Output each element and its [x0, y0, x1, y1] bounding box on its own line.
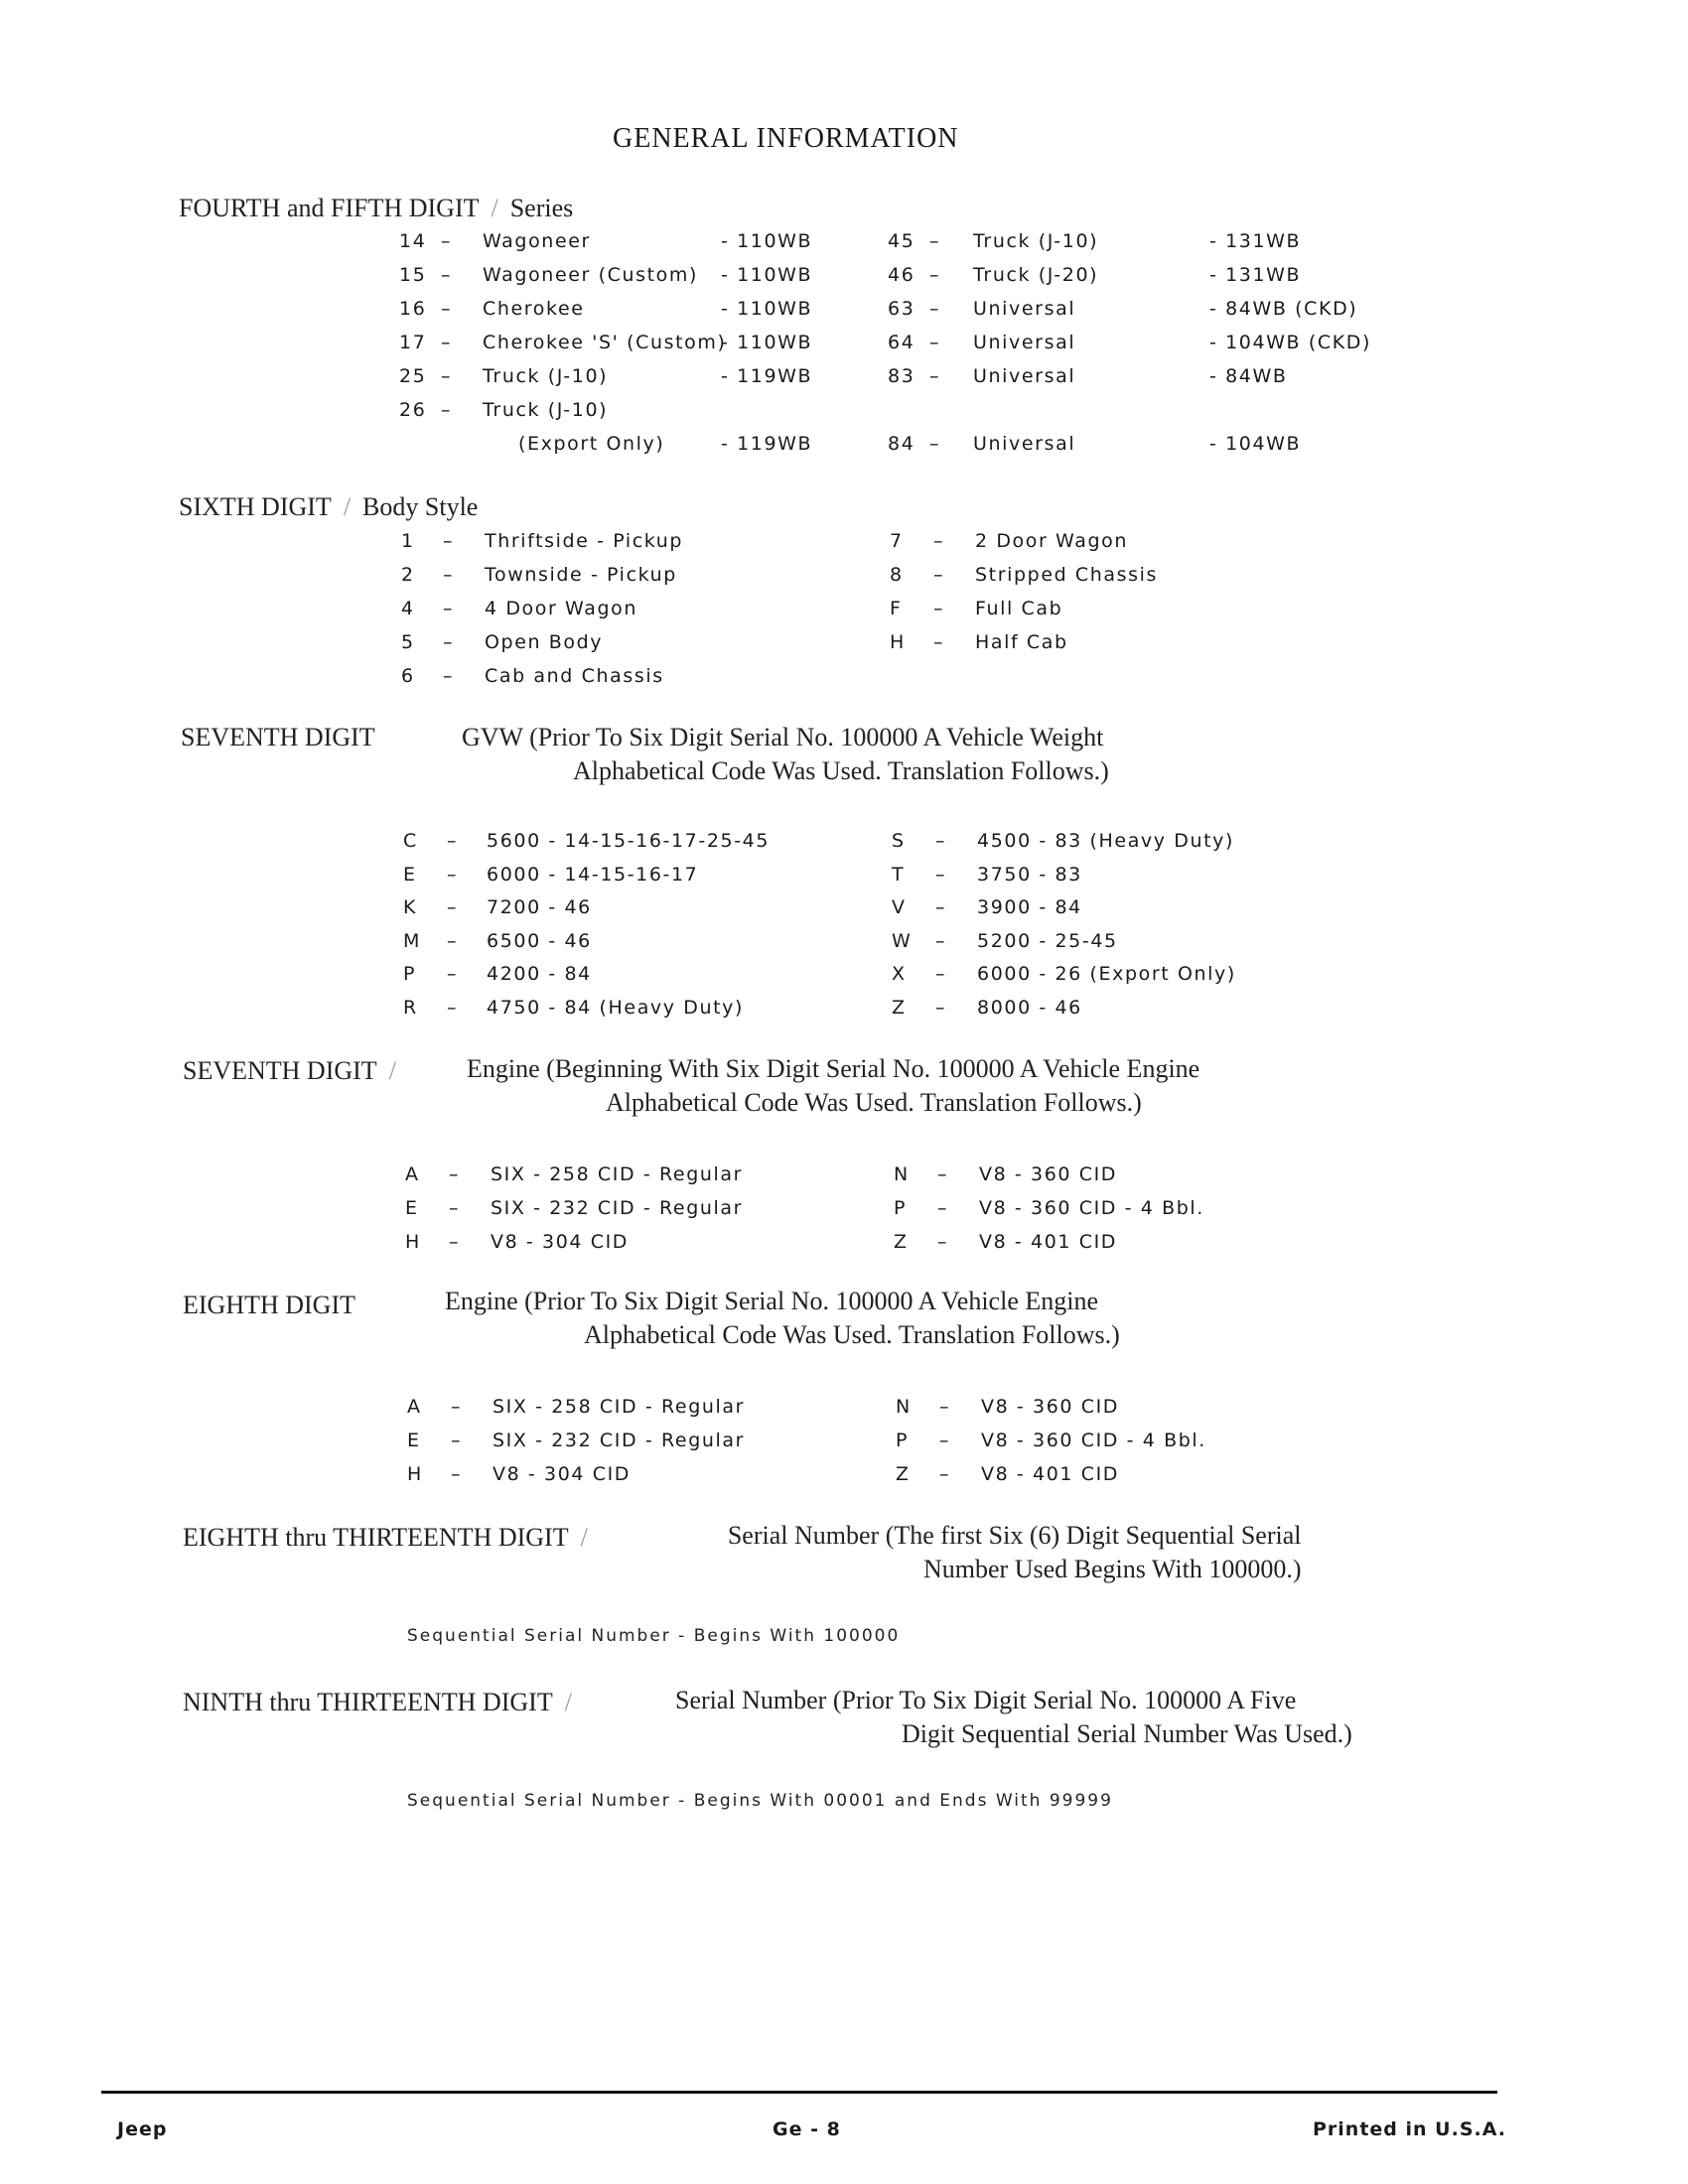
gvw-left-code: R — [403, 996, 418, 1019]
gvw-left-dash: – — [447, 929, 459, 952]
engine7-right-name: V8 - 401 CID — [979, 1231, 1118, 1253]
body-left-dash: – — [443, 631, 455, 653]
engine7-left-name: V8 - 304 CID — [491, 1231, 630, 1253]
series-left-code: 16 — [399, 298, 427, 320]
body-right-name: 2 Door Wagon — [975, 530, 1128, 552]
serial6-note: Sequential Serial Number - Begins With 100000 — [407, 1626, 901, 1646]
engine7-left-code: A — [405, 1163, 420, 1185]
body-left-code: 2 — [401, 564, 415, 586]
engine7-desc-line2: Alphabetical Code Was Used. Translation Follows.) — [606, 1088, 1142, 1117]
series-left-code: 26 — [399, 399, 427, 421]
series-left-dash: – — [441, 264, 453, 286]
series-subject: Series — [509, 194, 574, 222]
engine8-left-code: A — [407, 1396, 422, 1418]
serial5-desc-line2: Digit Sequential Serial Number Was Used.) — [902, 1719, 1352, 1748]
body-right-code: H — [890, 631, 906, 653]
gvw-left-code: M — [403, 929, 421, 952]
series-right-dash: – — [929, 298, 941, 320]
series-left-name: Wagoneer — [483, 230, 591, 252]
serial6-heading-label: EIGHTH thru THIRTEENTH DIGIT — [183, 1523, 569, 1552]
engine8-desc-line1: Engine (Prior To Six Digit Serial No. 100000 A Vehicle Engine — [445, 1287, 1098, 1315]
series-heading: FOURTH and FIFTH DIGIT / Series — [179, 194, 574, 222]
engine7-right-dash: – — [937, 1163, 949, 1185]
series-left-name: Wagoneer (Custom) — [483, 264, 698, 286]
engine8-right-dash: – — [939, 1396, 951, 1418]
engine7-description — [467, 1052, 1199, 1120]
gvw-right-name: 3900 - 84 — [977, 896, 1082, 918]
body-right-code: F — [890, 598, 903, 619]
series-right-spec: - 104WB — [1209, 433, 1302, 455]
gvw-right-name: 5200 - 25-45 — [977, 929, 1118, 952]
body-right-dash: – — [933, 631, 945, 653]
gvw-heading: SEVENTH DIGIT — [181, 723, 375, 751]
series-right-spec: - 104WB (CKD) — [1209, 332, 1372, 353]
serial5-description — [675, 1684, 1352, 1751]
engine7-desc-line1: Engine (Beginning With Six Digit Serial No. 100000 A Vehicle Engine — [467, 1054, 1200, 1083]
gvw-left-code: K — [403, 896, 418, 918]
footer-rule — [101, 2091, 1497, 2094]
body-right-dash: – — [933, 564, 945, 586]
engine7-right-name: V8 - 360 CID — [979, 1163, 1118, 1185]
engine7-right-name: V8 - 360 CID - 4 Bbl. — [979, 1197, 1204, 1219]
gvw-right-dash: – — [935, 929, 947, 952]
gvw-right-code: S — [892, 830, 906, 852]
series-right-dash: – — [929, 230, 941, 252]
footer-printed: Printed in U.S.A. — [1313, 2118, 1506, 2140]
series-left-code: 14 — [399, 230, 427, 252]
gvw-right-name: 8000 - 46 — [977, 996, 1082, 1019]
gvw-right-name: 3750 - 83 — [977, 863, 1082, 886]
engine7-left-dash: – — [449, 1197, 461, 1219]
body-left-code: 4 — [401, 598, 415, 619]
gvw-left-dash: – — [447, 863, 459, 886]
engine8-left-dash: – — [451, 1463, 463, 1485]
gvw-right-dash: – — [935, 896, 947, 918]
gvw-left-dash: – — [447, 830, 459, 852]
gvw-left-name: 6500 - 46 — [487, 929, 592, 952]
series-right-dash: – — [929, 365, 941, 387]
engine8-left-name: SIX - 232 CID - Regular — [492, 1430, 746, 1451]
series-right-code: 84 — [888, 433, 915, 455]
body-left-code: 5 — [401, 631, 415, 653]
series-left-dash: – — [441, 332, 453, 353]
engine8-left-code: H — [407, 1463, 423, 1485]
gvw-left-name: 4750 - 84 (Heavy Duty) — [487, 996, 745, 1019]
gvw-right-dash: – — [935, 863, 947, 886]
gvw-desc-line1: GVW (Prior To Six Digit Serial No. 100000 A Vehicle Weight — [462, 723, 1104, 751]
series-right-name: Truck (J-20) — [973, 264, 1099, 286]
gvw-left-code: P — [403, 963, 417, 985]
series-left-name: Truck (J-10) — [483, 365, 609, 387]
engine8-left-dash: – — [451, 1396, 463, 1418]
gvw-right-dash: – — [935, 963, 947, 985]
engine8-right-code: N — [896, 1396, 912, 1418]
series-right-code: 63 — [888, 298, 915, 320]
engine7-right-code: P — [894, 1197, 908, 1219]
gvw-left-dash: – — [447, 896, 459, 918]
engine8-right-name: V8 - 360 CID — [981, 1396, 1120, 1418]
series-left-spec: - 110WB — [721, 298, 813, 320]
body-left-name: Cab and Chassis — [485, 665, 664, 687]
body-left-code: 6 — [401, 665, 415, 687]
body-left-dash: – — [443, 598, 455, 619]
engine7-left-name: SIX - 232 CID - Regular — [491, 1197, 744, 1219]
gvw-left-name: 5600 - 14-15-16-17-25-45 — [487, 830, 771, 852]
footer-brand: Jeep — [117, 2118, 168, 2140]
series-left-dash: – — [441, 298, 453, 320]
body-left-name: Thriftside - Pickup — [485, 530, 684, 552]
series-right-code: 46 — [888, 264, 915, 286]
series-right-spec: - 84WB (CKD) — [1209, 298, 1358, 320]
gvw-right-code: T — [892, 863, 906, 886]
engine7-left-code: H — [405, 1231, 421, 1253]
series-right-code: 83 — [888, 365, 915, 387]
engine7-left-dash: – — [449, 1231, 461, 1253]
series-left-spec: - 110WB — [721, 332, 813, 353]
gvw-left-dash: – — [447, 996, 459, 1019]
series-left-spec: - 119WB — [721, 365, 813, 387]
series-left-spec: - 110WB — [721, 264, 813, 286]
body-right-name: Full Cab — [975, 598, 1063, 619]
body-right-dash: – — [933, 530, 945, 552]
body-left-code: 1 — [401, 530, 415, 552]
engine8-heading: EIGHTH DIGIT — [183, 1291, 356, 1319]
serial5-note: Sequential Serial Number - Begins With 00001 and Ends With 99999 — [407, 1791, 1113, 1811]
gvw-right-dash: – — [935, 830, 947, 852]
gvw-left-code: C — [403, 830, 418, 852]
gvw-left-name: 6000 - 14-15-16-17 — [487, 863, 699, 886]
footer-page-number: Ge - 8 — [773, 2118, 841, 2140]
gvw-left-name: 7200 - 46 — [487, 896, 592, 918]
series-right-spec: - 131WB — [1209, 264, 1302, 286]
series-right-spec: - 131WB — [1209, 230, 1302, 252]
body-left-name: 4 Door Wagon — [485, 598, 637, 619]
engine7-heading-label: SEVENTH DIGIT — [183, 1056, 377, 1085]
series-left-name: Truck (J-10) — [483, 399, 609, 421]
gvw-left-name: 4200 - 84 — [487, 963, 592, 985]
engine8-right-dash: – — [939, 1430, 951, 1451]
body-style-heading-label: SIXTH DIGIT — [179, 492, 332, 521]
gvw-right-name: 4500 - 83 (Heavy Duty) — [977, 830, 1235, 852]
series-right-name: Universal — [973, 433, 1076, 455]
series-right-spec: - 84WB — [1209, 365, 1288, 387]
series-right-name: Truck (J-10) — [973, 230, 1099, 252]
body-right-code: 7 — [890, 530, 904, 552]
series-left-spec: - 110WB — [721, 230, 813, 252]
series-left-dash: – — [441, 365, 453, 387]
series-right-dash: – — [929, 332, 941, 353]
series-heading-label: FOURTH and FIFTH DIGIT — [179, 194, 480, 222]
engine8-left-code: E — [407, 1430, 421, 1451]
engine8-right-dash: – — [939, 1463, 951, 1485]
gvw-desc-line2: Alphabetical Code Was Used. Translation Follows.) — [573, 756, 1109, 785]
engine7-left-name: SIX - 258 CID - Regular — [491, 1163, 744, 1185]
engine7-right-code: Z — [894, 1231, 909, 1253]
series-right-dash: – — [929, 264, 941, 286]
gvw-right-code: V — [892, 896, 907, 918]
body-right-dash: – — [933, 598, 945, 619]
engine8-left-dash: – — [451, 1430, 463, 1451]
serial5-desc-line1: Serial Number (Prior To Six Digit Serial No. 100000 A Five — [675, 1686, 1297, 1714]
engine7-right-code: N — [894, 1163, 910, 1185]
page-title: GENERAL INFORMATION — [613, 123, 959, 154]
engine7-left-code: E — [405, 1197, 419, 1219]
series-right-dash: – — [929, 433, 941, 455]
gvw-description — [462, 721, 1109, 788]
series-left-name: Cherokee 'S' (Custom) — [483, 332, 727, 353]
engine8-right-code: Z — [896, 1463, 911, 1485]
body-style-heading: SIXTH DIGIT / Body Style — [179, 492, 479, 521]
series-left-name: Cherokee — [483, 298, 585, 320]
gvw-left-dash: – — [447, 963, 459, 985]
engine8-desc-line2: Alphabetical Code Was Used. Translation Follows.) — [584, 1320, 1120, 1349]
series-left-dash: – — [441, 399, 453, 421]
serial5-heading: NINTH thru THIRTEENTH DIGIT / — [183, 1688, 572, 1716]
series-export-spec: - 119WB — [721, 433, 813, 455]
series-right-name: Universal — [973, 332, 1076, 353]
body-left-name: Townside - Pickup — [485, 564, 677, 586]
series-left-code: 25 — [399, 365, 427, 387]
engine8-right-code: P — [896, 1430, 910, 1451]
engine8-description — [445, 1285, 1120, 1352]
series-left-dash: – — [441, 230, 453, 252]
engine7-right-dash: – — [937, 1231, 949, 1253]
engine7-right-dash: – — [937, 1197, 949, 1219]
series-right-code: 45 — [888, 230, 915, 252]
engine8-left-name: SIX - 258 CID - Regular — [492, 1396, 746, 1418]
serial6-desc-line1: Serial Number (The first Six (6) Digit Sequential Serial — [727, 1521, 1302, 1550]
series-right-name: Universal — [973, 298, 1076, 320]
body-left-name: Open Body — [485, 631, 604, 653]
serial5-heading-label: NINTH thru THIRTEENTH DIGIT — [183, 1688, 553, 1716]
body-right-name: Stripped Chassis — [975, 564, 1159, 586]
gvw-right-code: W — [892, 929, 913, 952]
body-right-code: 8 — [890, 564, 904, 586]
body-left-dash: – — [443, 530, 455, 552]
engine7-heading: SEVENTH DIGIT / — [183, 1056, 396, 1085]
body-right-name: Half Cab — [975, 631, 1068, 653]
gvw-right-code: Z — [892, 996, 907, 1019]
engine7-left-dash: – — [449, 1163, 461, 1185]
engine8-right-name: V8 - 401 CID — [981, 1463, 1120, 1485]
series-left-code: 17 — [399, 332, 427, 353]
body-style-subject: Body Style — [362, 492, 479, 521]
body-left-dash: – — [443, 665, 455, 687]
gvw-left-code: E — [403, 863, 417, 886]
series-export-note: (Export Only) — [518, 433, 665, 455]
body-left-dash: – — [443, 564, 455, 586]
gvw-right-dash: – — [935, 996, 947, 1019]
series-left-code: 15 — [399, 264, 427, 286]
gvw-right-name: 6000 - 26 (Export Only) — [977, 963, 1236, 985]
serial6-description — [695, 1519, 1302, 1586]
engine8-right-name: V8 - 360 CID - 4 Bbl. — [981, 1430, 1206, 1451]
gvw-right-code: X — [892, 963, 907, 985]
engine8-left-name: V8 - 304 CID — [492, 1463, 632, 1485]
series-right-name: Universal — [973, 365, 1076, 387]
serial6-heading: EIGHTH thru THIRTEENTH DIGIT / — [183, 1523, 588, 1552]
series-right-code: 64 — [888, 332, 915, 353]
serial6-desc-line2: Number Used Begins With 100000.) — [923, 1555, 1302, 1583]
